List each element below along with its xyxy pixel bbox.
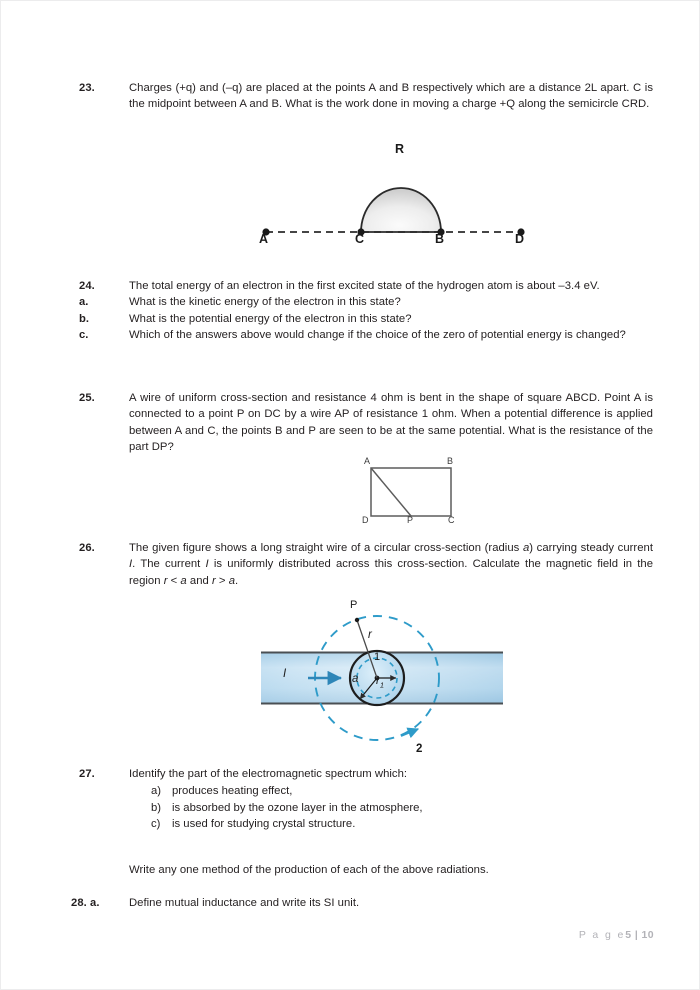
part-label-a: a) (151, 785, 162, 798)
question-number: 26. (79, 542, 95, 554)
question-number: 25. (79, 392, 95, 404)
part-label-c: c. (79, 329, 89, 342)
page-footer (579, 929, 654, 941)
question-row (79, 540, 653, 589)
question-26 (79, 540, 653, 589)
question-23 (79, 80, 653, 113)
figure-current-carrying-wire (233, 601, 503, 781)
label-point-p: P (407, 515, 414, 525)
label-radius-r1-subscript: 1 (379, 680, 385, 690)
part-label-b: b. (79, 312, 89, 325)
question-row (79, 80, 653, 113)
label-radius-a: a (352, 673, 359, 685)
part-text-b: What is the potential energy of the electron in this state? (129, 312, 412, 325)
label-loop-1: 1 (374, 651, 381, 663)
question-text: The total energy of an electron in the first excited state of the hydrogen atom is about –3.4 eV. (129, 280, 600, 292)
label-point-b: B (435, 232, 445, 246)
question-row (79, 766, 653, 782)
label-point-p: P (350, 599, 358, 611)
question-number: 27. (79, 768, 95, 780)
label-radius-r1: $r_1$ (376, 675, 385, 690)
question-28 (71, 895, 645, 911)
label-point-d: D (515, 232, 525, 246)
question-part (79, 327, 653, 343)
part-text-a: produces heating effect, (172, 785, 293, 798)
question-27 (79, 766, 653, 833)
label-vertex-a: A (364, 456, 371, 466)
label-current-i: I (283, 668, 287, 680)
label-vertex-b: B (447, 456, 454, 466)
question-27-note (79, 862, 653, 878)
part-text-c: is used for studying crystal structure. (172, 818, 356, 831)
question-27-parts (129, 783, 653, 832)
footer-page-number: 5 | 10 (625, 929, 654, 941)
part-label-c: c) (151, 818, 161, 831)
question-text: Define mutual inductance and write its SI unit. (129, 897, 360, 909)
question-25 (79, 390, 653, 456)
part-label-a: a. (79, 296, 89, 309)
label-loop-2: 2 (416, 743, 423, 755)
note-text: Write any one method of the production of each of the above radiations. (129, 864, 489, 876)
question-part (129, 800, 653, 816)
question-number: 24. (79, 280, 95, 292)
question-part (79, 294, 653, 310)
question-row (79, 390, 653, 456)
question-row (71, 895, 645, 911)
label-point-c: C (355, 232, 365, 246)
question-number: 28. a. (71, 897, 100, 909)
label-radius-r: r (368, 629, 372, 641)
question-row (79, 862, 653, 878)
question-part (129, 816, 653, 832)
question-text: Charges (+q) and (–q) are placed at the points A and B respectively which are a distance 2L apart. C is the midpoint between A and B. What is the work done in moving a charge +Q along the semicircle CRD. (129, 82, 653, 111)
figure-square-abcd (353, 456, 503, 528)
part-text-b: is absorbed by the ozone layer in the atmosphere, (172, 801, 423, 814)
question-part (129, 783, 653, 799)
footer-page-label: P a g e (578, 929, 626, 941)
question-24 (79, 278, 653, 344)
part-text-a: What is the kinetic energy of the electron in this state? (129, 296, 401, 309)
label-point-r: R (395, 142, 405, 156)
figure-semicircle-crd (241, 144, 541, 264)
part-text-c: Which of the answers above would change if the choice of the zero of potential energy is changed? (129, 329, 626, 342)
question-part (79, 311, 653, 327)
question-text: Identify the part of the electromagnetic spectrum which: (129, 768, 408, 780)
label-vertex-d: D (362, 515, 369, 525)
question-number: 23. (79, 82, 95, 94)
label-point-a: A (259, 232, 269, 246)
question-row (79, 278, 653, 294)
part-label-b: b) (151, 801, 162, 814)
label-vertex-c: C (448, 515, 455, 525)
question-text: The given figure shows a long straight wire of a circular cross-section (radius a) carrying steady current I. The current I is uniformly distributed across this cross-section. Calculate the magnetic field in the region r < a and r > a. (129, 542, 653, 587)
question-text: A wire of uniform cross-section and resistance 4 ohm is bent in the shape of square ABCD. Point A is connected to a point P on DC by a wire AP of resistance 1 ohm. When a potential difference is applied between A and C, the points B and P are seen to be at the same potential. What is the resistance of the part DP? (129, 392, 653, 454)
